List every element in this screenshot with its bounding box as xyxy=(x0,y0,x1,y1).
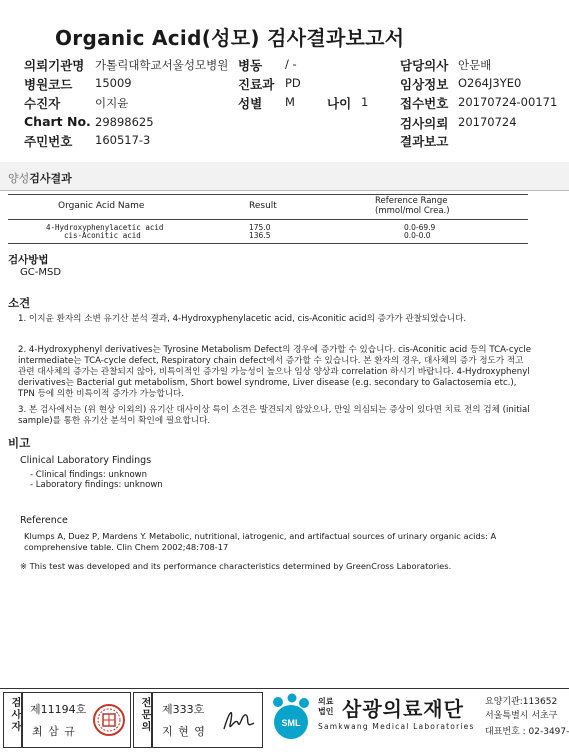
specialist-signature-icon xyxy=(220,703,260,737)
institution-value: 가톨릭대학교서울성모병원 xyxy=(95,58,229,72)
clinical-info-value: O264J3YE0 xyxy=(458,76,522,90)
results-prefix: 양성 xyxy=(8,172,30,185)
hospital-code-label: 병원코드 xyxy=(24,77,73,92)
dept-value: PD xyxy=(285,76,301,90)
specialist-vertical-box xyxy=(133,692,153,748)
request-date-value: 20170724 xyxy=(458,115,517,129)
specialist-name: 지 현 영 xyxy=(162,725,206,738)
institution-label: 의뢰기관명 xyxy=(24,58,85,73)
specialist-box xyxy=(151,692,263,748)
table-top-rule xyxy=(8,194,528,195)
chart-no-label: Chart No. xyxy=(24,114,91,129)
doctor-label: 담당의사 xyxy=(400,58,449,73)
laboratory-findings-item: - Laboratory findings: unknown xyxy=(30,480,163,490)
age-label: 나이 xyxy=(327,96,352,111)
table-bottom-rule xyxy=(8,243,528,244)
table-row-2-name: cis-Aconitic acid xyxy=(64,231,141,240)
table-row-2-ref: 0.0-0.0 xyxy=(404,231,431,240)
doctor-value: 안문배 xyxy=(458,58,492,72)
footer-rule xyxy=(0,688,569,689)
table-row-1-result: 175.0 xyxy=(249,223,271,232)
receipt-no-label: 접수번호 xyxy=(400,96,449,111)
examiner-vertical-label: 검사자 xyxy=(9,697,20,733)
chart-no-value: 29898625 xyxy=(95,115,154,129)
opinion-paragraph-3: 3. 본 검사에서는 (위 현상 이외의) 유기산 대사이상 특이 소견은 발견되지 않았으나, 만일 의심되는 증상이 있다면 치료 전의 검체 (initial sample)를 통한 유기산 분석이 확인에 필요합니다. xyxy=(18,405,530,426)
col-result-header: Result xyxy=(249,201,277,211)
patient-value: 이지윤 xyxy=(95,96,129,110)
specialist-vertical-label: 전문의 xyxy=(139,697,150,733)
org-phone: 대표번호 : 02-3497- xyxy=(485,727,569,737)
receipt-no-value: 20170724-00171 xyxy=(458,95,558,109)
divider xyxy=(0,190,569,191)
examiner-name: 최 삼 규 xyxy=(32,725,76,738)
col-ref-unit: (mmol/mol Crea.) xyxy=(375,206,450,216)
dept-label: 진료과 xyxy=(238,77,275,92)
examiner-vertical-box xyxy=(3,692,23,748)
table-row-1-ref: 0.0-69.9 xyxy=(404,223,436,232)
ward-value: / - xyxy=(285,57,297,71)
patient-label: 수진자 xyxy=(24,96,61,111)
ward-label: 병동 xyxy=(238,58,263,73)
disclaimer-text: ※ This test was developed and its performance characteristics determined by GreenCross Laboratories. xyxy=(20,561,452,571)
reference-text: Klumps A, Duez P, Mardens Y. Metabolic, nutritional, iatrogenic, and artifactual sources of urinary organic acids: A comprehensive table. Clin Chem 2002;48:708-17 xyxy=(24,531,497,552)
sml-logo-icon xyxy=(268,692,314,742)
opinion-paragraph-2: 2. 4-Hydroxyphenyl derivatives는 Tyrosine Metabolism Defect의 경우에 증가할 수 있습니다. cis-Aconitic acid 등의 TCA-cycle intermediate는 TCA-cycle defect, Respiratory chain defect에서 증가할 수 있습니다. 본 환자의 경우, 대사체의 증가 정도가 적고 관련 대사체의 증가는 관찰되지 않아, 비특이적인 증가일 가능성이 높으나 임상 양상과 correlation 하시기 바랍니다. 4-Hydroxyphenyl derivatives는 Bacterial gut metabolism, Short bowel syndrome, Liver disease (e.g. secondary to Galactosemia etc.), TPN 등에 의한 비특이적 증가가 가능합니다. xyxy=(18,345,532,399)
org-prefix: 의료 법인 xyxy=(318,697,334,716)
col-name-header: Organic Acid Name xyxy=(58,201,145,211)
specialist-license: 제333호 xyxy=(162,703,205,716)
clinical-info-label: 임상정보 xyxy=(400,77,449,92)
opinion-paragraph-1: 1. 이지윤 환자의 소변 유기산 분석 결과, 4-Hydroxyphenylacetic acid, cis-Aconitic acid의 증가가 관찰되었습니다. xyxy=(18,314,467,324)
org-name: 삼광의료재단 xyxy=(342,697,464,721)
examiner-seal-icon xyxy=(92,701,126,739)
clinical-findings-item: - Clinical findings: unknown xyxy=(30,470,148,480)
sex-value: M xyxy=(285,95,295,109)
table-row-2-result: 136.5 xyxy=(249,231,271,240)
clinical-findings-title: Clinical Laboratory Findings xyxy=(20,455,152,466)
table-row-1-name: 4-Hydroxyphenylacetic acid xyxy=(46,223,164,232)
examiner-license: 제11194호 xyxy=(30,703,87,716)
id-label: 주민번호 xyxy=(24,134,73,149)
col-ref-header: Reference Range xyxy=(375,196,448,206)
org-english-name: Samkwang Medical Laboratories xyxy=(318,722,475,731)
request-date-label: 검사의뢰 xyxy=(400,116,449,131)
results-band xyxy=(0,162,569,190)
results-section-title: 양성검사결과 xyxy=(8,172,72,185)
opinion-title: 소견 xyxy=(8,296,31,310)
org-address-2: 서울특별시 서초구 xyxy=(485,711,558,721)
examiner-box xyxy=(21,692,131,748)
report-date-label: 결과보고 xyxy=(400,134,449,149)
reference-title: Reference xyxy=(20,515,68,526)
sex-label: 성별 xyxy=(238,96,263,111)
report-title: Organic Acid(성모) 검사결과보고서 xyxy=(55,26,405,50)
method-value: GC-MSD xyxy=(20,267,62,278)
table-header-rule xyxy=(8,219,528,220)
hospital-code-value: 15009 xyxy=(95,76,132,90)
sml-logo-text: SML xyxy=(281,718,301,728)
org-address-1: 요양기관:113652 xyxy=(485,697,558,707)
method-title: 검사방법 xyxy=(8,254,49,266)
remarks-title: 비고 xyxy=(8,436,31,450)
id-value: 160517-3 xyxy=(95,133,151,147)
age-value: 1 xyxy=(361,95,369,109)
